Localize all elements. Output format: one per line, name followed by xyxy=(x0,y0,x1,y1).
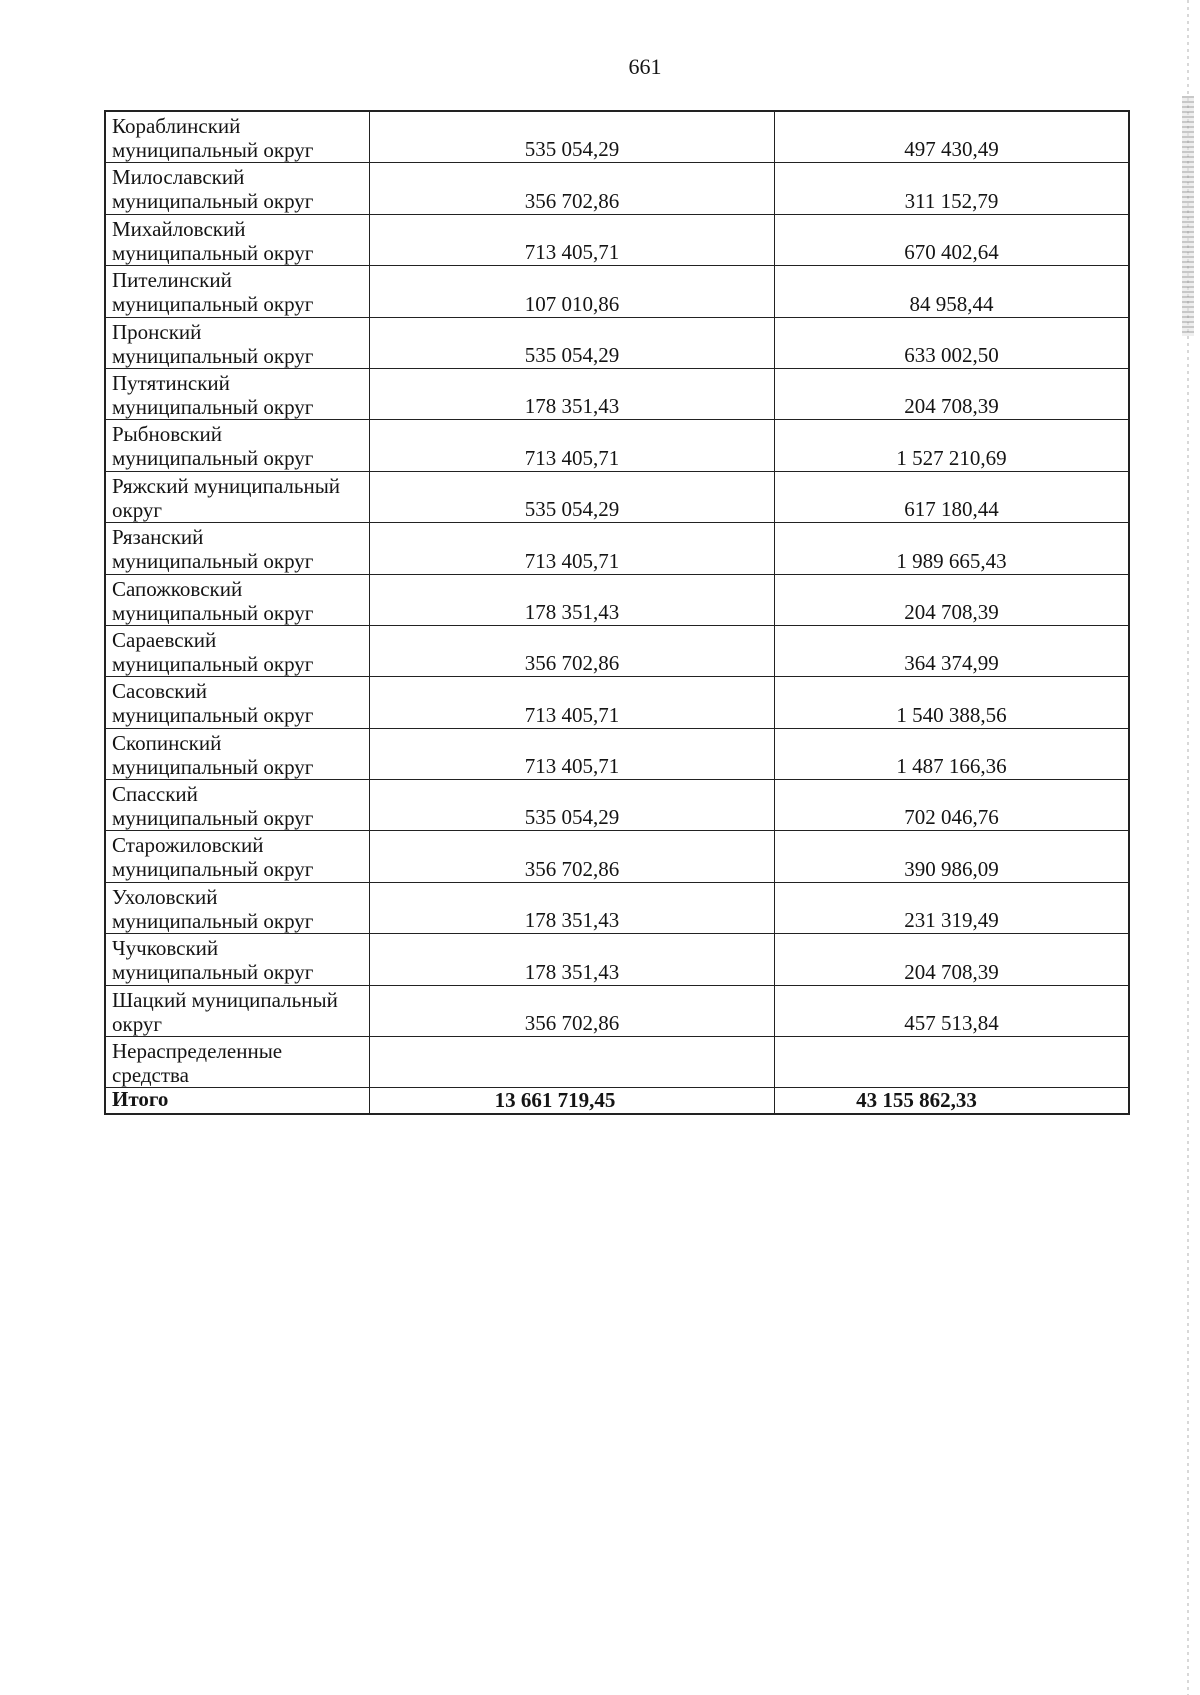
amount-2-cell: 84 958,44 xyxy=(909,291,994,316)
amount-1-cell: 535 054,29 xyxy=(370,780,775,830)
amount-2-cell xyxy=(775,1037,1128,1087)
district-name-cell: Пителинский муниципальный округ xyxy=(106,266,370,316)
table-row xyxy=(106,831,1128,882)
amount-1-cell: 713 405,71 xyxy=(370,677,775,727)
amount-1-cell: 535 054,29 xyxy=(370,318,775,368)
table-row xyxy=(106,626,1128,677)
amount-1-cell: 178 351,43 xyxy=(370,934,775,984)
table-row xyxy=(106,934,1128,985)
table-row xyxy=(106,677,1128,728)
amount-2-cell: 364 374,99 xyxy=(904,651,999,676)
district-name-cell: Чучковский муниципальный округ xyxy=(106,934,370,984)
scan-smudge-artifact xyxy=(1182,96,1194,336)
amount-1-cell: 356 702,86 xyxy=(370,831,775,881)
district-name-cell: Шацкий муниципальный округ xyxy=(106,986,370,1036)
district-name-cell: Пронский муниципальный округ xyxy=(106,318,370,368)
amount-1-cell xyxy=(370,1037,775,1087)
amount-2-cell: 204 708,39 xyxy=(904,599,999,624)
amount-2-cell: 204 708,39 xyxy=(904,394,999,419)
amount-1-cell: 713 405,71 xyxy=(370,215,775,265)
district-name-cell: Рыбновский муниципальный округ xyxy=(106,420,370,470)
district-name-cell: Спасский муниципальный округ xyxy=(106,780,370,830)
table-row xyxy=(106,1037,1128,1088)
amount-2-cell: 670 402,64 xyxy=(904,240,999,265)
amount-2-cell: 702 046,76 xyxy=(904,805,999,830)
allocation-table xyxy=(104,110,1130,1115)
table-row xyxy=(106,986,1128,1037)
total-label-cell: Итого xyxy=(106,1088,370,1113)
district-name-cell: Старожиловский муниципальный округ xyxy=(106,831,370,881)
amount-1-cell: 178 351,43 xyxy=(370,369,775,419)
table-row xyxy=(106,472,1128,523)
amount-1-cell: 178 351,43 xyxy=(370,883,775,933)
amount-2-cell: 231 319,49 xyxy=(904,908,999,933)
table-row xyxy=(106,215,1128,266)
amount-1-cell: 535 054,29 xyxy=(370,472,775,522)
district-name-cell: Ряжский муниципальный округ xyxy=(106,472,370,522)
district-name-cell: Михайловский муниципальный округ xyxy=(106,215,370,265)
table-row xyxy=(106,318,1128,369)
amount-2-cell: 204 708,39 xyxy=(904,959,999,984)
amount-2-cell: 390 986,09 xyxy=(904,856,999,881)
district-name-cell: Рязанский муниципальный округ xyxy=(106,523,370,573)
amount-1-cell: 107 010,86 xyxy=(370,266,775,316)
table-row xyxy=(106,883,1128,934)
district-name-cell: Нераспределенные средства xyxy=(106,1037,370,1087)
district-name-cell: Милославский муниципальный округ xyxy=(106,163,370,213)
district-name-cell: Кораблинский муниципальный округ xyxy=(106,112,370,162)
total-amount-2-cell: 43 155 862,33 xyxy=(856,1088,977,1113)
amount-2-cell: 1 540 388,56 xyxy=(896,702,1007,727)
total-row xyxy=(106,1088,1128,1113)
amount-1-cell: 356 702,86 xyxy=(370,626,775,676)
district-name-cell: Сапожковский муниципальный округ xyxy=(106,575,370,625)
amount-2-cell: 457 513,84 xyxy=(904,1011,999,1036)
amount-1-cell: 356 702,86 xyxy=(370,986,775,1036)
amount-1-cell: 356 702,86 xyxy=(370,163,775,213)
amount-2-cell: 497 430,49 xyxy=(904,137,999,162)
amount-2-cell: 311 152,79 xyxy=(904,188,999,213)
table-row xyxy=(106,780,1128,831)
table-row xyxy=(106,575,1128,626)
amount-1-cell: 178 351,43 xyxy=(370,575,775,625)
district-name-cell: Ухоловский муниципальный округ xyxy=(106,883,370,933)
page-number: 661 xyxy=(628,54,662,79)
table-row xyxy=(106,266,1128,317)
amount-1-cell: 713 405,71 xyxy=(370,420,775,470)
amount-2-cell: 617 180,44 xyxy=(904,497,999,522)
table-row xyxy=(106,369,1128,420)
table-row xyxy=(106,729,1128,780)
amount-2-cell: 1 527 210,69 xyxy=(896,445,1007,470)
amount-1-cell: 713 405,71 xyxy=(370,729,775,779)
total-amount-1-cell: 13 661 719,45 xyxy=(370,1088,775,1113)
table-row xyxy=(106,420,1128,471)
amount-2-cell: 1 487 166,36 xyxy=(896,754,1007,779)
amount-2-cell: 633 002,50 xyxy=(904,342,999,367)
district-name-cell: Сасовский муниципальный округ xyxy=(106,677,370,727)
district-name-cell: Путятинский муниципальный округ xyxy=(106,369,370,419)
table-row xyxy=(106,163,1128,214)
table-row xyxy=(106,112,1128,163)
amount-1-cell: 713 405,71 xyxy=(370,523,775,573)
district-name-cell: Сараевский муниципальный округ xyxy=(106,626,370,676)
table-row xyxy=(106,523,1128,574)
amount-2-cell: 1 989 665,43 xyxy=(896,548,1007,573)
district-name-cell: Скопинский муниципальный округ xyxy=(106,729,370,779)
amount-1-cell: 535 054,29 xyxy=(370,112,775,162)
